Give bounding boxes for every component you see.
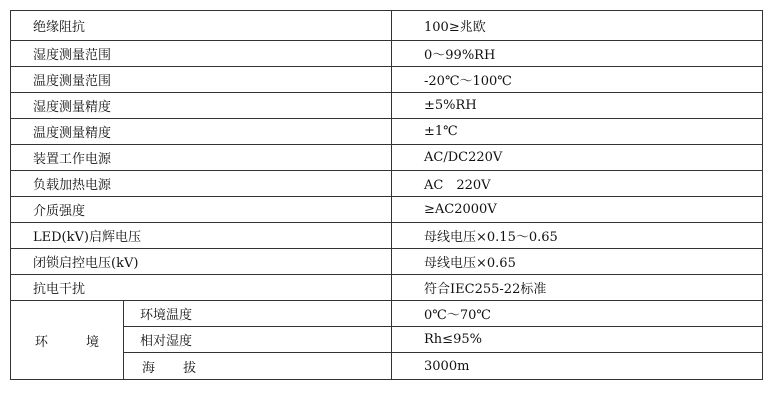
sub-spec-value: 3000m [392, 353, 763, 380]
spec-value: AC 220V [392, 171, 763, 197]
table-row [11, 145, 763, 171]
table-row [11, 327, 763, 353]
spec-value: ±5%RH [392, 93, 763, 119]
environment-group-label [11, 301, 124, 380]
spec-value: 100≥兆欧 [392, 11, 763, 41]
spec-value: 母线电压×0.65 [392, 249, 763, 275]
spec-label: LED(kV)启辉电压 [11, 223, 392, 249]
spec-value: ±1℃ [392, 119, 763, 145]
spec-value: 0～99%RH [392, 41, 763, 67]
spec-table [10, 10, 763, 380]
table-row [11, 67, 763, 93]
table-row [11, 249, 763, 275]
sub-spec-value: Rh≤95% [392, 327, 763, 353]
table-row [11, 93, 763, 119]
spec-value: 符合IEC255-22标准 [392, 275, 763, 301]
table-row [11, 301, 763, 327]
table-row [11, 171, 763, 197]
spec-label: 介质强度 [11, 197, 392, 223]
table-row [11, 275, 763, 301]
spec-label: 湿度测量精度 [11, 93, 392, 119]
spec-label: 温度测量精度 [11, 119, 392, 145]
spec-value: ≥AC2000V [392, 197, 763, 223]
table-row [11, 11, 763, 41]
sub-spec-value: 0℃～70℃ [392, 301, 763, 327]
spec-value: -20℃～100℃ [392, 67, 763, 93]
sub-spec-label: 海 拔 [124, 353, 392, 380]
spec-label: 装置工作电源 [11, 145, 392, 171]
spec-label: 绝缘阻抗 [11, 11, 392, 41]
spec-label: 温度测量范围 [11, 67, 392, 93]
environment-group-text: 环 境 [34, 334, 100, 350]
table-row [11, 353, 763, 380]
spec-label: 负载加热电源 [11, 171, 392, 197]
table-row [11, 197, 763, 223]
spec-label: 闭锁启控电压(kV) [11, 249, 392, 275]
sub-spec-label: 相对湿度 [124, 327, 392, 353]
spec-value: 母线电压×0.15～0.65 [392, 223, 763, 249]
spec-value: AC/DC220V [392, 145, 763, 171]
spec-label: 湿度测量范围 [11, 41, 392, 67]
spec-label: 抗电干扰 [11, 275, 392, 301]
sub-spec-label: 环境温度 [124, 301, 392, 327]
table-row [11, 223, 763, 249]
table-row [11, 41, 763, 67]
table-row [11, 119, 763, 145]
